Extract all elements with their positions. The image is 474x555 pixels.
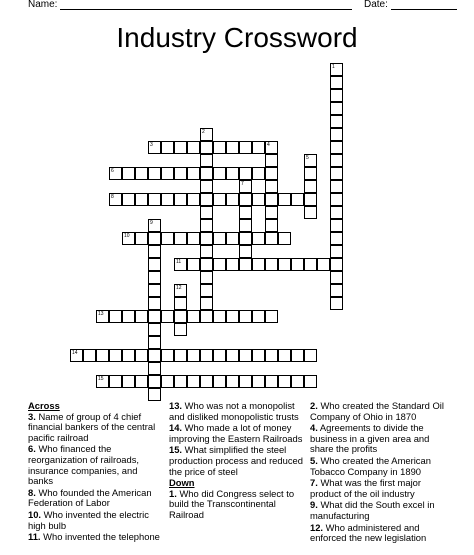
grid-cell[interactable] bbox=[213, 349, 226, 362]
grid-cell[interactable] bbox=[252, 310, 265, 323]
grid-cell[interactable] bbox=[239, 141, 252, 154]
clue-across-8: 8. Who founded the American Federation of Labor bbox=[28, 486, 152, 509]
clue-down-5: 5. Who created the American Tobacco Company in 1890 bbox=[310, 454, 431, 477]
grid-cell[interactable] bbox=[265, 219, 278, 232]
clue-across-14: 14. Who made a lot of money improving the Eastern Railroads bbox=[169, 422, 303, 444]
clue-across-3: 3. Name of group of 4 chief financial bankers of the central pacific railroad bbox=[28, 410, 156, 443]
grid-cell[interactable] bbox=[330, 258, 343, 271]
grid-cell[interactable] bbox=[200, 154, 213, 167]
clue-number: 4 bbox=[267, 142, 270, 148]
grid-cell[interactable] bbox=[304, 193, 317, 206]
grid-cell[interactable] bbox=[330, 89, 343, 102]
grid-cell[interactable] bbox=[200, 310, 213, 323]
clue-number: 3 bbox=[150, 142, 153, 148]
clue-down-7: 7. What was the first major product of the oil industry bbox=[310, 477, 421, 499]
clue-down-9: 9. What did the South excel in manufacturing bbox=[310, 499, 435, 521]
grid-cell[interactable] bbox=[161, 141, 174, 154]
grid-cell[interactable] bbox=[148, 245, 161, 258]
grid-cell[interactable] bbox=[304, 258, 317, 271]
grid-cell[interactable] bbox=[187, 375, 200, 388]
grid-cell[interactable] bbox=[200, 232, 213, 245]
clue-number: 13 bbox=[98, 311, 104, 317]
grid-cell[interactable] bbox=[161, 193, 174, 206]
grid-cell[interactable] bbox=[265, 232, 278, 245]
clue-down-1: 1. Who did Congress select to build the Transcontinental Railroad bbox=[169, 487, 295, 520]
grid-cell[interactable] bbox=[148, 193, 161, 206]
grid-cell[interactable] bbox=[252, 141, 265, 154]
grid-cell[interactable] bbox=[304, 154, 317, 167]
grid-cell[interactable] bbox=[213, 258, 226, 271]
grid-cell[interactable] bbox=[213, 167, 226, 180]
grid-cell[interactable] bbox=[96, 375, 109, 388]
grid-cell[interactable] bbox=[252, 167, 265, 180]
across-header: Across bbox=[28, 400, 60, 411]
grid-cell[interactable] bbox=[291, 258, 304, 271]
grid-cell[interactable] bbox=[278, 193, 291, 206]
grid-cell[interactable] bbox=[200, 219, 213, 232]
grid-cell[interactable] bbox=[161, 375, 174, 388]
grid-cell[interactable] bbox=[200, 271, 213, 284]
grid-cell[interactable] bbox=[278, 349, 291, 362]
grid-cell[interactable] bbox=[109, 375, 122, 388]
grid-cell[interactable] bbox=[226, 349, 239, 362]
grid-cell[interactable] bbox=[70, 349, 83, 362]
grid-cell[interactable] bbox=[330, 102, 343, 115]
grid-cell[interactable] bbox=[239, 232, 252, 245]
grid-cell[interactable] bbox=[252, 258, 265, 271]
grid-cell[interactable] bbox=[226, 258, 239, 271]
grid-cell[interactable] bbox=[239, 219, 252, 232]
grid-cell[interactable] bbox=[174, 141, 187, 154]
page-title: Industry Crossword bbox=[116, 22, 358, 53]
grid-cell[interactable] bbox=[174, 167, 187, 180]
grid-cell[interactable] bbox=[174, 297, 187, 310]
grid-cell[interactable] bbox=[200, 245, 213, 258]
grid-cell[interactable] bbox=[161, 310, 174, 323]
grid-cell[interactable] bbox=[200, 297, 213, 310]
grid-cell[interactable] bbox=[122, 349, 135, 362]
clue-number: 12 bbox=[176, 285, 182, 291]
clue-number: 1 bbox=[332, 64, 335, 70]
grid-cell[interactable] bbox=[109, 193, 122, 206]
date-field[interactable] bbox=[391, 9, 457, 10]
grid-cell[interactable] bbox=[330, 128, 343, 141]
grid-cell[interactable] bbox=[278, 375, 291, 388]
clue-number: 6 bbox=[111, 168, 114, 174]
grid-cell[interactable] bbox=[239, 310, 252, 323]
header bbox=[0, 0, 474, 14]
grid-cell[interactable] bbox=[187, 232, 200, 245]
grid-cell[interactable] bbox=[148, 219, 161, 232]
grid-cell[interactable] bbox=[304, 167, 317, 180]
grid-cell[interactable] bbox=[330, 63, 343, 76]
grid-cell[interactable] bbox=[200, 193, 213, 206]
grid-cell[interactable] bbox=[291, 375, 304, 388]
grid-cell[interactable] bbox=[239, 258, 252, 271]
grid-cell[interactable] bbox=[200, 128, 213, 141]
grid-cell[interactable] bbox=[148, 349, 161, 362]
grid-cell[interactable] bbox=[148, 232, 161, 245]
grid-cell[interactable] bbox=[278, 258, 291, 271]
clue-across-11: 11. Who invented the telephone bbox=[28, 531, 160, 543]
grid-cell[interactable] bbox=[213, 310, 226, 323]
clue-down-2: 2. Who created the Standard Oil Company of Ohio in 1870 bbox=[310, 400, 444, 422]
clue-across-10: 10. Who invented the electric high bulb bbox=[28, 508, 149, 531]
grid-cell[interactable] bbox=[278, 232, 291, 245]
grid-cell[interactable] bbox=[239, 206, 252, 219]
grid-cell[interactable] bbox=[213, 193, 226, 206]
grid-cell[interactable] bbox=[200, 375, 213, 388]
grid-cell[interactable] bbox=[200, 284, 213, 297]
grid-cell[interactable] bbox=[265, 258, 278, 271]
grid-cell[interactable] bbox=[239, 180, 252, 193]
grid-cell[interactable] bbox=[187, 167, 200, 180]
grid-cell[interactable] bbox=[174, 284, 187, 297]
clue-number: 8 bbox=[111, 194, 114, 200]
grid-cell[interactable] bbox=[330, 206, 343, 219]
grid-cell[interactable] bbox=[174, 193, 187, 206]
grid-cell[interactable] bbox=[330, 193, 343, 206]
name-field[interactable] bbox=[60, 9, 352, 10]
grid-cell[interactable] bbox=[135, 167, 148, 180]
grid-cell[interactable] bbox=[265, 154, 278, 167]
clues-column-1 bbox=[28, 401, 160, 544]
grid-cell[interactable] bbox=[265, 310, 278, 323]
grid-cell[interactable] bbox=[161, 232, 174, 245]
clue-across-13: 13. Who was not a monopolist and disliked monopolistic trusts bbox=[169, 400, 299, 422]
grid-cell[interactable] bbox=[135, 375, 148, 388]
grid-cell[interactable] bbox=[330, 232, 343, 245]
clue-number: 14 bbox=[72, 350, 78, 356]
grid-cell[interactable] bbox=[226, 375, 239, 388]
grid-cell[interactable] bbox=[239, 349, 252, 362]
grid-cell[interactable] bbox=[148, 336, 161, 349]
grid-cell[interactable] bbox=[304, 180, 317, 193]
grid-cell[interactable] bbox=[330, 271, 343, 284]
grid-cell[interactable] bbox=[239, 193, 252, 206]
down-header: Down bbox=[169, 477, 195, 489]
grid-cell[interactable] bbox=[239, 375, 252, 388]
grid-cell[interactable] bbox=[304, 375, 317, 388]
clues-column-2 bbox=[169, 401, 309, 522]
grid-cell[interactable] bbox=[148, 388, 161, 401]
grid-cell[interactable] bbox=[174, 375, 187, 388]
grid-cell[interactable] bbox=[148, 310, 161, 323]
grid-cell[interactable] bbox=[148, 284, 161, 297]
grid-cell[interactable] bbox=[83, 349, 96, 362]
grid-cell[interactable] bbox=[187, 193, 200, 206]
grid-cell[interactable] bbox=[226, 310, 239, 323]
grid-cell[interactable] bbox=[148, 362, 161, 375]
grid-cell[interactable] bbox=[200, 180, 213, 193]
grid-cell[interactable] bbox=[200, 141, 213, 154]
clue-across-15: 15. What simplified the steel production process and reduced the price of steel bbox=[169, 444, 303, 477]
grid-cell[interactable] bbox=[96, 349, 109, 362]
grid-cell[interactable] bbox=[252, 375, 265, 388]
clue-down-12: 12. Who administered and enforced the new legislation bbox=[310, 521, 427, 544]
grid-cell[interactable] bbox=[226, 232, 239, 245]
clue-number: 7 bbox=[241, 181, 244, 187]
grid-cell[interactable] bbox=[252, 193, 265, 206]
grid-cell[interactable] bbox=[330, 167, 343, 180]
grid-cell[interactable] bbox=[135, 349, 148, 362]
grid-cell[interactable] bbox=[161, 167, 174, 180]
grid-cell[interactable] bbox=[96, 310, 109, 323]
grid-cell[interactable] bbox=[122, 375, 135, 388]
grid-cell[interactable] bbox=[291, 349, 304, 362]
grid-cell[interactable] bbox=[265, 375, 278, 388]
grid-cell[interactable] bbox=[187, 310, 200, 323]
clue-number: 2 bbox=[202, 129, 205, 135]
grid-cell[interactable] bbox=[174, 232, 187, 245]
grid-cell[interactable] bbox=[148, 297, 161, 310]
grid-cell[interactable] bbox=[122, 232, 135, 245]
clue-down-4: 4. Agreements to divide the business in a given area and share the profits bbox=[310, 422, 430, 455]
grid-cell[interactable] bbox=[148, 141, 161, 154]
grid-cell[interactable] bbox=[109, 349, 122, 362]
grid-cell[interactable] bbox=[174, 258, 187, 271]
grid-cell[interactable] bbox=[161, 349, 174, 362]
grid-cell[interactable] bbox=[265, 206, 278, 219]
grid-cell[interactable] bbox=[226, 193, 239, 206]
grid-cell[interactable] bbox=[148, 167, 161, 180]
grid-cell[interactable] bbox=[330, 180, 343, 193]
grid-cell[interactable] bbox=[109, 167, 122, 180]
grid-cell[interactable] bbox=[148, 323, 161, 336]
grid-cell[interactable] bbox=[135, 310, 148, 323]
clue-number: 9 bbox=[150, 220, 153, 226]
grid-cell[interactable] bbox=[330, 115, 343, 128]
grid-cell[interactable] bbox=[174, 323, 187, 336]
grid-cell[interactable] bbox=[330, 76, 343, 89]
grid-cell[interactable] bbox=[135, 193, 148, 206]
grid-cell[interactable] bbox=[226, 141, 239, 154]
grid-cell[interactable] bbox=[265, 193, 278, 206]
grid-cell[interactable] bbox=[252, 232, 265, 245]
grid-cell[interactable] bbox=[200, 349, 213, 362]
clue-number: 11 bbox=[176, 259, 182, 265]
clue-across-6: 6. Who financed the reorganization of railroads, insurance companies, and banks bbox=[28, 443, 139, 487]
grid-cell[interactable] bbox=[226, 167, 239, 180]
date-label: Date: bbox=[364, 0, 388, 10]
clue-number: 15 bbox=[98, 376, 104, 382]
grid-cell[interactable] bbox=[148, 258, 161, 271]
grid-cell[interactable] bbox=[187, 141, 200, 154]
grid-cell[interactable] bbox=[135, 232, 148, 245]
grid-cell[interactable] bbox=[304, 349, 317, 362]
grid-cell[interactable] bbox=[148, 375, 161, 388]
grid-cell[interactable] bbox=[317, 258, 330, 271]
grid-cell[interactable] bbox=[330, 154, 343, 167]
grid-cell[interactable] bbox=[187, 258, 200, 271]
clues-column-3 bbox=[310, 401, 450, 545]
grid-cell[interactable] bbox=[239, 245, 252, 258]
grid-cell[interactable] bbox=[265, 167, 278, 180]
grid-cell[interactable] bbox=[174, 310, 187, 323]
grid-cell[interactable] bbox=[252, 349, 265, 362]
grid-cell[interactable] bbox=[200, 167, 213, 180]
clue-number: 5 bbox=[306, 155, 309, 161]
name-label: Name: bbox=[28, 0, 58, 10]
grid-cell[interactable] bbox=[122, 310, 135, 323]
grid-cell[interactable] bbox=[330, 141, 343, 154]
grid-cell[interactable] bbox=[213, 232, 226, 245]
clue-number: 10 bbox=[124, 233, 130, 239]
grid-cell[interactable] bbox=[330, 284, 343, 297]
grid-cell[interactable] bbox=[265, 141, 278, 154]
grid-cell[interactable] bbox=[148, 271, 161, 284]
grid-cell[interactable] bbox=[239, 167, 252, 180]
grid-cell[interactable] bbox=[213, 375, 226, 388]
grid-cell[interactable] bbox=[109, 310, 122, 323]
grid-cell[interactable] bbox=[122, 193, 135, 206]
grid-cell[interactable] bbox=[291, 193, 304, 206]
grid-cell[interactable] bbox=[330, 219, 343, 232]
grid-cell[interactable] bbox=[304, 206, 317, 219]
grid-cell[interactable] bbox=[174, 349, 187, 362]
grid-cell[interactable] bbox=[200, 206, 213, 219]
grid-cell[interactable] bbox=[213, 141, 226, 154]
grid-cell[interactable] bbox=[265, 180, 278, 193]
grid-cell[interactable] bbox=[330, 245, 343, 258]
grid-cell[interactable] bbox=[200, 258, 213, 271]
grid-cell[interactable] bbox=[122, 167, 135, 180]
grid-cell[interactable] bbox=[265, 349, 278, 362]
grid-cell[interactable] bbox=[187, 349, 200, 362]
grid-cell[interactable] bbox=[330, 297, 343, 310]
